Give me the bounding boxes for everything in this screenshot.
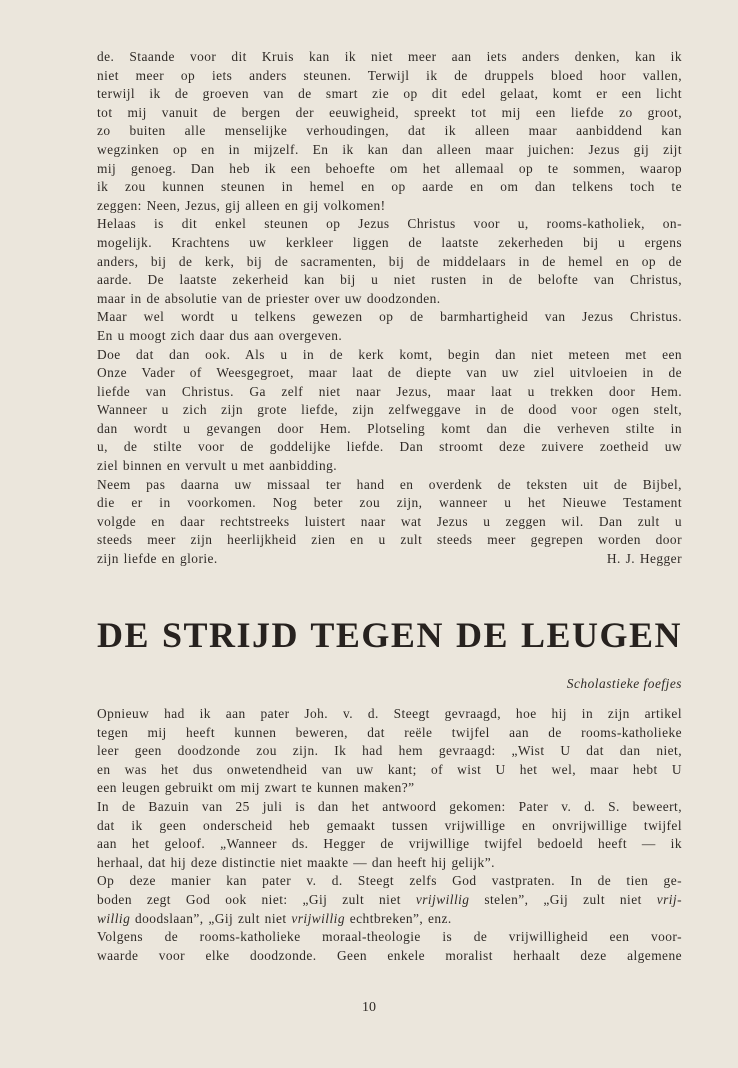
author-signature: H. J. Hegger xyxy=(606,551,682,567)
text-segment: doodslaan”, „Gij zult niet xyxy=(130,910,292,926)
text-segment: boden zegt God ook niet: „Gij zult niet xyxy=(97,891,416,907)
text-line: anders, bij de kerk, bij de sacramenten, bij de middelaars in de hemel en op de xyxy=(97,253,682,269)
text-line: zeggen: Neen, Jezus, gij alleen en gij volkomen! xyxy=(97,197,386,213)
text-segment: echtbreken”, enz. xyxy=(344,910,452,926)
emphasis: vrijwillig xyxy=(415,891,470,907)
text-line: Wanneer u zich zijn grote liefde, zijn zelfweggave in de dood voor ogen stelt, xyxy=(97,402,682,418)
text-line: volgde en daar rechtstreeks luistert naar wat Jezus u zeggen wil. Dan zult u xyxy=(97,513,682,529)
text-line: tot mij vanuit de bergen der eeuwigheid, spreekt tot mij een liefde zo groot, xyxy=(97,104,682,120)
text-line: wegzinken op en in mijzelf. En ik kan dan alleen maar juichen: Jezus gij zijt xyxy=(97,141,682,157)
text-line xyxy=(97,910,682,929)
text-line: Neem pas daarna uw missaal ter hand en overdenk de teksten uit de Bijbel, xyxy=(97,476,682,492)
text-line: mogelijk. Krachtens uw kerkleer liggen de laatste zekerheden bij u ergens xyxy=(97,234,682,250)
text-line: dan wordt u gevangen door Hem. Plotseling komt dan die verheven stilte in xyxy=(97,420,682,436)
text-line: mij genoeg. Dan heb ik een behoefte om het allemaal op te sommen, waarop xyxy=(97,160,682,176)
closing-text: zijn liefde en glorie. xyxy=(97,551,218,567)
text-line: zo buiten alle menselijke verhoudingen, dat ik alleen maar aanbiddend kan xyxy=(97,123,682,139)
article-subtitle: Scholastieke foefjes xyxy=(566,676,682,691)
text-line: tegen mij heeft kunnen beweren, dat reële twijfel aan de rooms-katholieke xyxy=(97,724,682,740)
text-line xyxy=(97,891,682,910)
emphasis: willig xyxy=(97,910,131,926)
text-line: de. Staande voor dit Kruis kan ik niet meer aan iets anders denken, kan ik xyxy=(97,49,682,64)
text-line: Opnieuw had ik aan pater Joh. v. d. Steegt gevraagd, hoe hij in zijn artikel xyxy=(97,706,682,721)
text-line: terwijl ik de groeven van de smart zie op dit edel gelaat, komt er een licht xyxy=(97,86,682,102)
page-number: 10 xyxy=(362,1000,376,1015)
article-1-text xyxy=(97,48,682,569)
text-line: die er in voorkomen. Nog beter zou zijn, wanneer u het Nieuwe Testament xyxy=(97,495,682,511)
emphasis: vrij- xyxy=(656,891,683,907)
text-line: maar in de absolutie van de priester over uw doodzonden. xyxy=(97,290,441,306)
article-title: DE STRIJD TEGEN DE LEUGEN xyxy=(97,615,682,655)
text-line: en was het dus onwetendheid van uw kant; of wist U het wel, maar hebt U xyxy=(97,761,682,777)
text-line: Doe dat dan ook. Als u in de kerk komt, begin dan niet meteen met een xyxy=(97,346,682,362)
text-line: niet meer op iets anders steunen. Terwijl ik de druppels bloed hoor vallen, xyxy=(97,67,682,83)
text-line: ik zou kunnen steunen in hemel en op aarde en om dan telkens toch te xyxy=(97,179,682,195)
closing-line xyxy=(97,550,682,569)
page-edge xyxy=(0,0,30,1068)
text-line: herhaal, dat hij deze distinctie niet maakte — dan heeft hij gelijk”. xyxy=(97,854,495,870)
text-line: Volgens de rooms-katholieke moraal-theologie is de vrijwilligheid een voor- xyxy=(97,929,682,945)
text-line: En u moogt zich daar dus aan overgeven. xyxy=(97,327,343,343)
text-line: een leugen gebruikt om mij zwart te kunnen maken?” xyxy=(97,780,415,796)
text-line: Helaas is dit enkel steunen op Jezus Christus voor u, rooms-katholiek, on- xyxy=(97,216,682,232)
text-line: dat ik geen onderscheid heb gemaakt tussen vrijwillige en onvrijwillige twijfel xyxy=(97,817,682,833)
text-line: ziel binnen en vervult u met aanbidding. xyxy=(97,458,338,474)
emphasis: vrijwillig xyxy=(291,910,345,926)
text-line: Op deze manier kan pater v. d. Steegt zelfs God vastpraten. In de tien ge- xyxy=(97,873,682,889)
text-line: liefde van Christus. Ga zelf niet naar Jezus, maar laat u trekken door Hem. xyxy=(97,383,682,399)
text-line: aan het geloof. „Wanneer ds. Hegger de vrijwillige twijfel bedoeld heeft — ik xyxy=(97,836,682,852)
text-line: aarde. De laatste zekerheid kan bij u niet rusten in de belofte van Christus, xyxy=(97,272,682,288)
text-line: u, de stilte voor de goddelijke liefde. Dan stroomt deze zuivere zoetheid uw xyxy=(97,439,682,455)
text-segment: stelen”, „Gij zult niet xyxy=(469,891,657,907)
text-line: Onze Vader of Weesgegroet, maar laat de diepte van uw ziel uitvloeien in de xyxy=(97,365,682,381)
text-line: leer geen doodzonde zou zijn. Ik had hem gevraagd: „Wist U dat dan niet, xyxy=(97,743,682,759)
text-line: In de Bazuin van 25 juli is dan het antwoord gekomen: Pater v. d. S. beweert, xyxy=(97,798,682,814)
text-line: waarde voor elke doodzonde. Geen enkele moralist herhaalt deze algemene xyxy=(97,947,682,963)
text-line: Maar wel wordt u telkens gewezen op de barmhartigheid van Jezus Christus. xyxy=(97,309,682,325)
text-line: steeds meer zijn heerlijkheid zien en u zult steeds meer gegrepen worden door xyxy=(97,532,682,548)
article-2-text xyxy=(97,705,682,965)
